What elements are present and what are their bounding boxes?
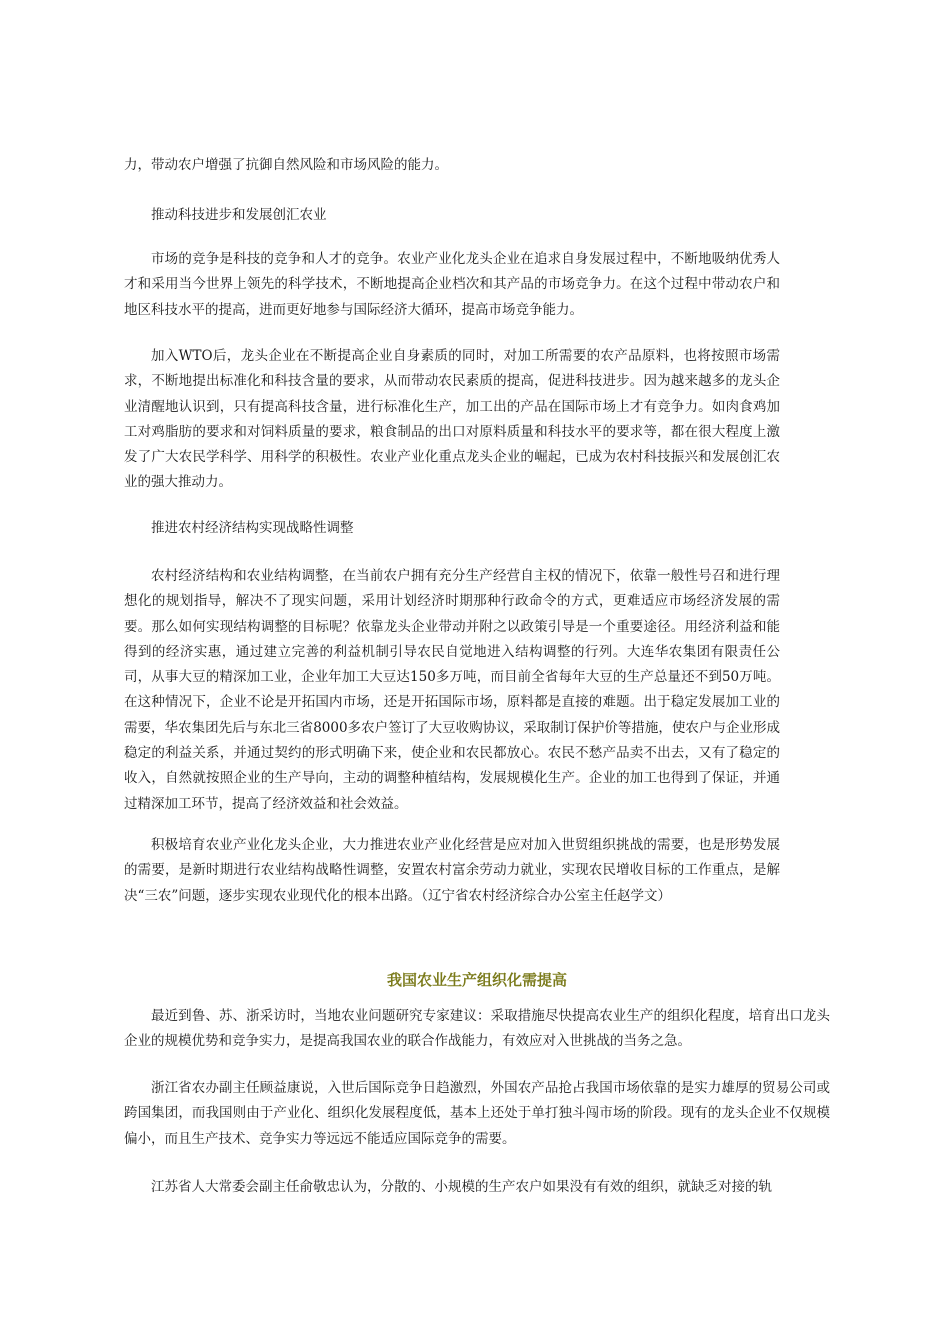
- paragraph-competition: 市场的竞争是科技的竞争和人才的竞争。农业产业化龙头企业在追求自身发展过程中，不断地吸纳优秀人才和采用当今世界上领先的科学技术，不断地提高企业档次和其产品的市场竞争力。在这个过程中带动农户和地区科技水平的提高，进而更好地参与国际经济大循环，提高市场竞争能力。: [124, 251, 780, 318]
- paragraph-experts: 最近到鲁、苏、浙采访时，当地农业问题研究专家建议：采取措施尽快提高农业生产的组织化程度，培育出口龙头企业的规模优势和竞争实力，是提高我国农业的联合作战能力，有效应对入世挑战的当务之急。: [124, 1008, 830, 1050]
- paragraph-wto: 加入WTO后，龙头企业在不断提高企业自身素质的同时，对加工所需要的农产品原料，也将按照市场需求，不断地提出标准化和科技含量的要求，从而带动农民素质的提高，促进科技进步。因为越来越多的龙头企业清醒地认识到，只有提高科技含量，进行标准化生产，加工出的产品在国际市场上才有竞争力。如肉食鸡加工对鸡脂肪的要求和对饲料质量的要求，粮食制品的出口对原料质量和科技水平的要求等，都在很大程度上激发了广大农民学科学、用科学的积极性。农业产业化重点龙头企业的崛起，已成为农村科技振兴和发展创汇农业的强大推动力。: [124, 348, 780, 491]
- paragraph-zhejiang: 浙江省农办副主任顾益康说，入世后国际竞争日趋激烈，外国农产品抢占我国市场依靠的是实力雄厚的贸易公司或跨国集团，而我国则由于产业化、组织化发展程度低，基本上还处于单打独斗闯市场的阶段。现有的龙头企业不仅规模偏小，而且生产技术、竞争实力等远远不能适应国际竞争的需要。: [124, 1080, 830, 1147]
- subheading-structure-adjustment: 推进农村经济结构实现战略性调整: [151, 520, 354, 536]
- subheading-tech-progress: 推动科技进步和发展创汇农业: [151, 207, 327, 223]
- paragraph-jiangsu: 江苏省人大常委会副主任俞敬忠认为，分散的、小规模的生产农户如果没有有效的组织，就缺乏对接的轨: [151, 1179, 772, 1195]
- paragraph-continuation: 力，带动农户增强了抗御自然风险和市场风险的能力。: [124, 157, 448, 173]
- paragraph-conclusion: 积极培育农业产业化龙头企业，大力推进农业产业化经营是应对加入世贸组织挑战的需要，也是形势发展的需要，是新时期进行农业结构战略性调整，安置农村富余劳动力就业，实现农民增收目标的工作重点，是解决“三农”问题，逐步实现农业现代化的根本出路。（辽宁省农村经济综合办公室主任赵学文）: [124, 837, 780, 904]
- article-title: 我国农业生产组织化需提高: [386, 971, 567, 989]
- paragraph-structure: 农村经济结构和农业结构调整，在当前农户拥有充分生产经营自主权的情况下，依靠一般性号召和进行理想化的规划指导，解决不了现实问题，采用计划经济时期那种行政命令的方式，更难适应市场经济发展的需要。那么如何实现结构调整的目标呢？依靠龙头企业带动并附之以政策引导是一个重要途径。用经济利益和能得到的经济实惠，通过建立完善的利益机制引导农民自觉地进入结构调整的行列。大连华农集团有限责任公司，从事大豆的精深加工业，企业年加工大豆达150多万吨，而目前全省每年大豆的生产总量还不到50万吨。在这种情况下，企业不论是开拓国内市场，还是开拓国际市场，原料都是直接的难题。出于稳定发展加工业的需要，华农集团先后与东北三省8000多农户签订了大豆收购协议，采取制订保护价等措施，使农户与企业形成稳定的利益关系，并通过契约的形式明确下来，使企业和农民都放心。农民不愁产品卖不出去，又有了稳定的收入，自然就按照企业的生产导向，主动的调整种植结构，发展规模化生产。企业的加工也得到了保证，并通过精深加工环节，提高了经济效益和社会效益。: [124, 568, 780, 812]
